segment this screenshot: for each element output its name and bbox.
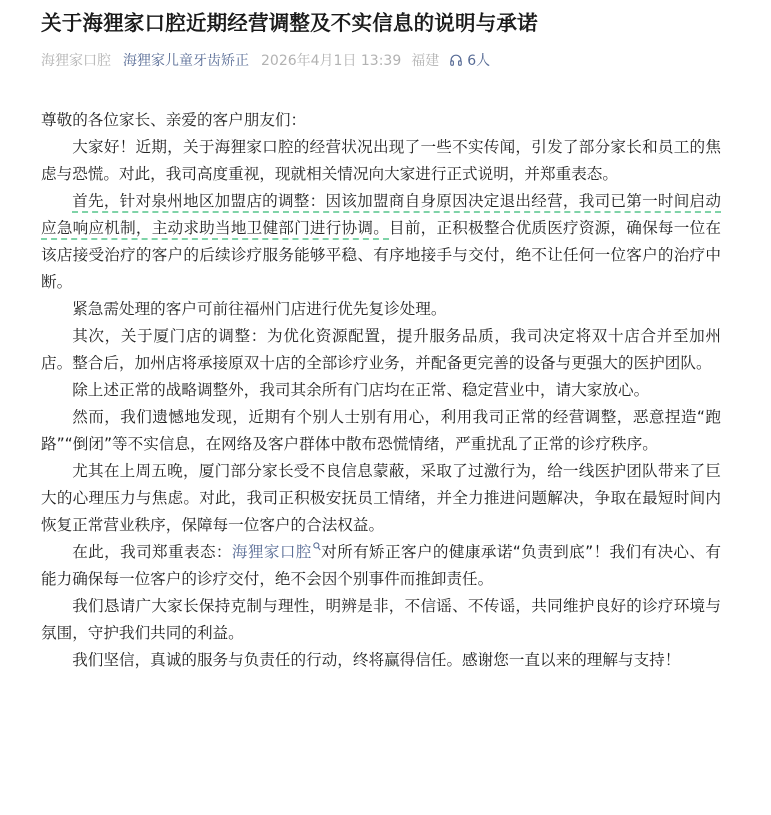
article-body <box>41 107 721 674</box>
paragraph-text: 对所有矫正客户的健康承诺“负责到底”！我们有决心、有能力确保每一位客户的诊疗交付，绝不会因个别事件而推卸责任。 <box>41 543 721 588</box>
meta-source: 海狸家口腔 <box>41 53 111 69</box>
paragraph-xiamen: 其次，关于厦门店的调整：为优化资源配置，提升服务品质，我司决定将双十店合并至加州店。整合后，加州店将承接原双十店的全部诊疗业务，并配备更完善的设备与更强大的医护团队。 <box>41 327 721 372</box>
meta-datetime: 2026年4月1日 13:39 <box>261 53 402 69</box>
meta-location: 福建 <box>411 53 440 69</box>
paragraph-rumors: 然而，我们遗憾地发现，近期有个别人士别有用心，利用我司正常的经营调整，恶意捏造“跑路”“倒闭”等不实信息，在网络及客户群体中散布恐慌情绪，严重扰乱了正常的诊疗秩序。 <box>41 408 721 453</box>
brand-link-text: 海狸家口腔 <box>231 543 312 561</box>
paragraph-other-stores: 除上述正常的战略调整外，我司其余所有门店均在正常、稳定营业中，请大家放心。 <box>72 381 650 399</box>
meta-account-link[interactable]: 海狸家儿童牙齿矫正 <box>123 53 249 69</box>
paragraph-fuzhou: 紧急需处理的客户可前往福州门店进行优先复诊处理。 <box>72 300 447 318</box>
paragraph-text: 在此，我司郑重表态： <box>72 543 232 561</box>
paragraph-quanzhou <box>41 188 721 296</box>
paragraph-friday-incident: 尤其在上周五晚，厦门部分家长受不良信息蒙蔽，采取了过激行为，给一线医护团队带来了巨大的心理压力与焦虑。对此，我司正积极安抚员工情绪，并全力推进问题解决，争取在最短时间内恢复正常营业秩序，保障每一位客户的合法权益。 <box>41 462 721 534</box>
highlighted-text[interactable]: 首先，针对泉州地区加盟店的调整：因该加盟商自身原因决定退出经营，我司已第一时间启动应急响应机制，主动求助当地卫健部门进行协调。 <box>41 192 721 237</box>
paragraph-commitment <box>41 539 721 593</box>
paragraph-intro: 大家好！近期，关于海狸家口腔的经营状况出现了一些不实传闻，引发了部分家长和员工的焦虑与恐慌。对此，我司高度重视，现就相关情况向大家进行正式说明，并郑重表态。 <box>41 138 721 183</box>
article-title: 关于海狸家口腔近期经营调整及不实信息的说明与承诺 <box>41 11 538 35</box>
search-icon <box>313 542 321 551</box>
paragraph-closing: 我们坚信，真诚的服务与负责任的行动，终将赢得信任。感谢您一直以来的理解与支持！ <box>72 651 681 669</box>
greeting-paragraph: 尊敬的各位家长、亲爱的客户朋友们： <box>41 111 307 129</box>
paragraph-appeal: 我们恳请广大家长保持克制与理性，明辨是非，不信谣、不传谣，共同维护良好的诊疗环境与氛围，守护我们共同的利益。 <box>41 597 721 642</box>
brand-search-link[interactable] <box>232 543 321 561</box>
paragraph-text: 目前，正积极整合优质医疗资源，确保每一位在该店接受治疗的客户的后续诊疗服务能够平稳、有序地接手与交付，绝不让任何一位客户的治疗中断。 <box>41 219 721 291</box>
headphones-icon <box>449 53 463 67</box>
listen-button[interactable] <box>449 50 500 70</box>
listener-count: 6人 <box>467 53 491 69</box>
article-meta <box>41 48 731 72</box>
